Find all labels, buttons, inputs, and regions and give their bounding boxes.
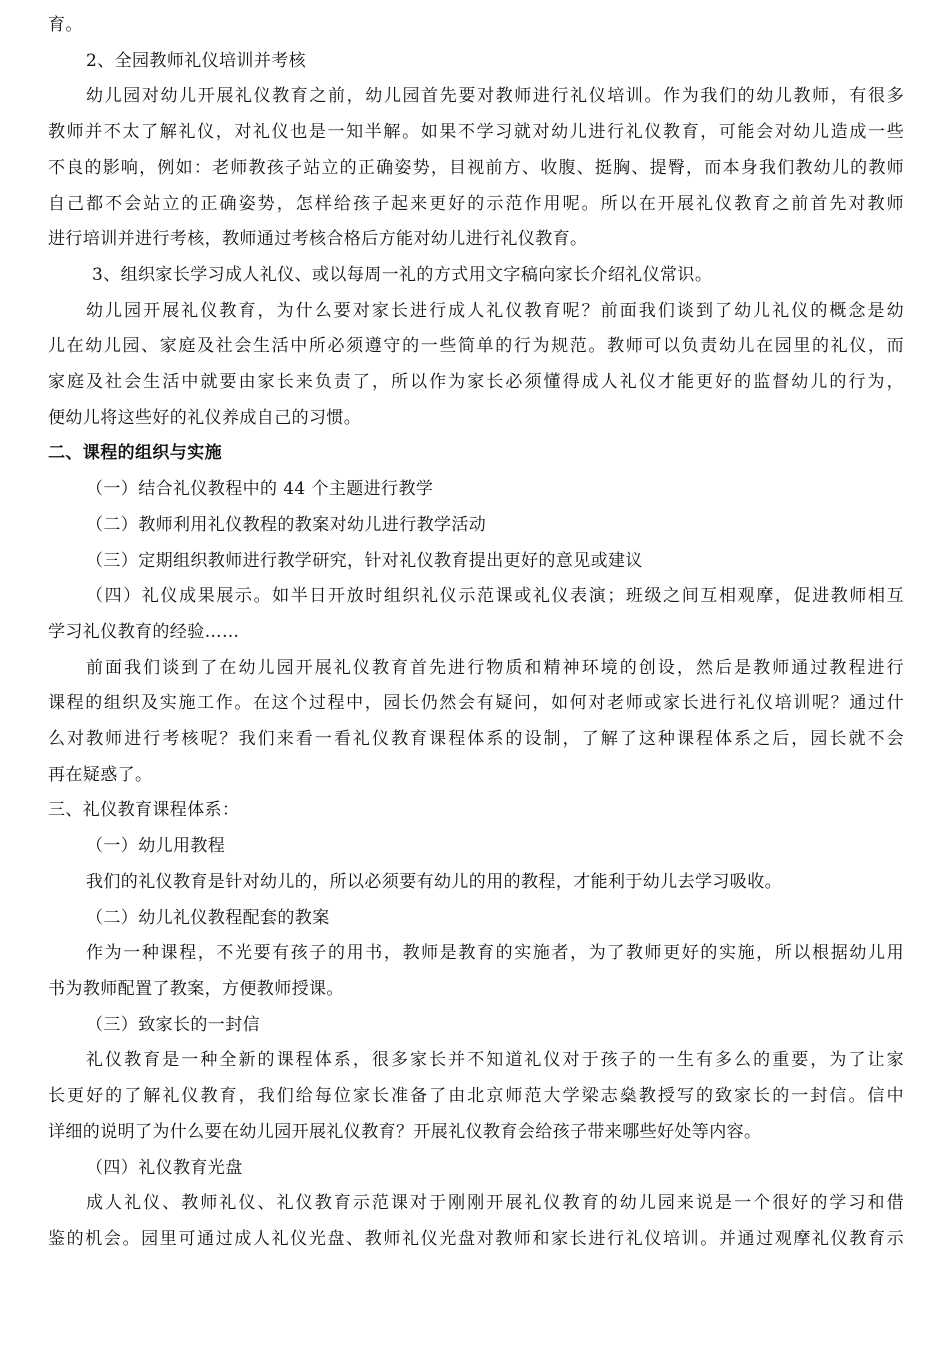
list-item: （二）教师利用礼仪教程的教案对幼儿进行教学活动 [86, 514, 487, 535]
paragraph-line: 儿在幼儿园、家庭及社会生活中所必须遵守的一些简单的行为规范。教师可以负责幼儿在园里的礼仪，而 [48, 336, 904, 357]
subsection-heading: （四）礼仪教育光盘 [86, 1157, 243, 1178]
paragraph-line: 书为教师配置了教案，方便教师授课。 [48, 978, 344, 999]
section-heading: 3、组织家长学习成人礼仪、或以每周一礼的方式用文字稿向家长介绍礼仪常识。 [92, 264, 713, 285]
paragraph-line: 教师并不太了解礼仪，对礼仪也是一知半解。如果不学习就对幼儿进行礼仪教育，可能会对幼儿造成一些 [48, 122, 904, 143]
paragraph-line: 我们的礼仪教育是针对幼儿的，所以必须要有幼儿的用的教程，才能利于幼儿去学习吸收。 [86, 871, 782, 892]
paragraph-line: 进行培训并进行考核，教师通过考核合格后方能对幼儿进行礼仪教育。 [48, 229, 588, 250]
paragraph-line: 作为一种课程，不光要有孩子的用书，教师是教育的实施者，为了教师更好的实施，所以根据幼儿用 [86, 943, 904, 964]
document-page [0, 8, 950, 1352]
subsection-heading: （三）致家长的一封信 [86, 1014, 260, 1035]
chapter-heading: 三、礼仪教育课程体系： [48, 800, 240, 821]
paragraph-line: 家庭及社会生活中就要由家长来负责了，所以作为家长必须懂得成人礼仪才能更好的监督幼儿的行为， [48, 372, 904, 393]
list-item: （三）定期组织教师进行教学研究，针对礼仪教育提出更好的意见或建议 [86, 550, 643, 571]
paragraph-line: 课程的组织及实施工作。在这个过程中，园长仍然会有疑问，如何对老师或家长进行礼仪培训呢？通过什 [48, 693, 904, 714]
paragraph-line: 成人礼仪、教师礼仪、礼仪教育示范课对于刚刚开展礼仪教育的幼儿园来说是一个很好的学习和借 [86, 1193, 904, 1214]
list-item: （四）礼仪成果展示。如半日开放时组织礼仪示范课或礼仪表演；班级之间互相观摩，促进教师相互 [86, 586, 904, 607]
subsection-heading: （一）幼儿用教程 [86, 836, 226, 857]
paragraph-line: 学习礼仪教育的经验…… [48, 621, 240, 642]
paragraph-line: 前面我们谈到了在幼儿园开展礼仪教育首先进行物质和精神环境的创设，然后是教师通过教程进行 [86, 657, 904, 678]
chapter-heading: 二、课程的组织与实施 [48, 443, 222, 464]
subsection-heading: （二）幼儿礼仪教程配套的教案 [86, 907, 330, 928]
paragraph-line: 再在疑惑了。 [48, 764, 153, 785]
list-item: （一）结合礼仪教程中的 44 个主题进行教学 [86, 479, 434, 500]
paragraph-line: 育。 [48, 15, 83, 35]
paragraph-line: 自己都不会站立的正确姿势，怎样给孩子起来更好的示范作用呢。所以在开展礼仪教育之前首先对教师 [48, 193, 904, 214]
paragraph-line: 幼儿园对幼儿开展礼仪教育之前，幼儿园首先要对教师进行礼仪培训。作为我们的幼儿教师，有很多 [86, 86, 904, 107]
paragraph-line: 详细的说明了为什么要在幼儿园开展礼仪教育？开展礼仪教育会给孩子带来哪些好处等内容。 [48, 1121, 762, 1142]
paragraph-line: 礼仪教育是一种全新的课程体系，很多家长并不知道礼仪对于孩子的一生有多么的重要，为了让家 [86, 1050, 904, 1071]
paragraph-line: 鉴的机会。园里可通过成人礼仪光盘、教师礼仪光盘对教师和家长进行礼仪培训。并通过观摩礼仪教育示 [48, 1228, 904, 1249]
paragraph-line: 么对教师进行考核呢？我们来看一看礼仪教育课程体系的设制，了解了这种课程体系之后，园长就不会 [48, 729, 904, 750]
paragraph-line: 幼儿园开展礼仪教育，为什么要对家长进行成人礼仪教育呢？前面我们谈到了幼儿礼仪的概念是幼 [86, 300, 904, 321]
paragraph-line: 长更好的了解礼仪教育，我们给每位家长准备了由北京师范大学梁志燊教授写的致家长的一封信。信中 [48, 1086, 904, 1107]
paragraph-line: 便幼儿将这些好的礼仪养成自己的习惯。 [48, 407, 362, 428]
section-heading: 2、全园教师礼仪培训并考核 [86, 50, 307, 71]
paragraph-line: 不良的影响，例如：老师教孩子站立的正确姿势，目视前方、收腹、挺胸、提臀，而本身我们教幼儿的教师 [48, 157, 904, 178]
